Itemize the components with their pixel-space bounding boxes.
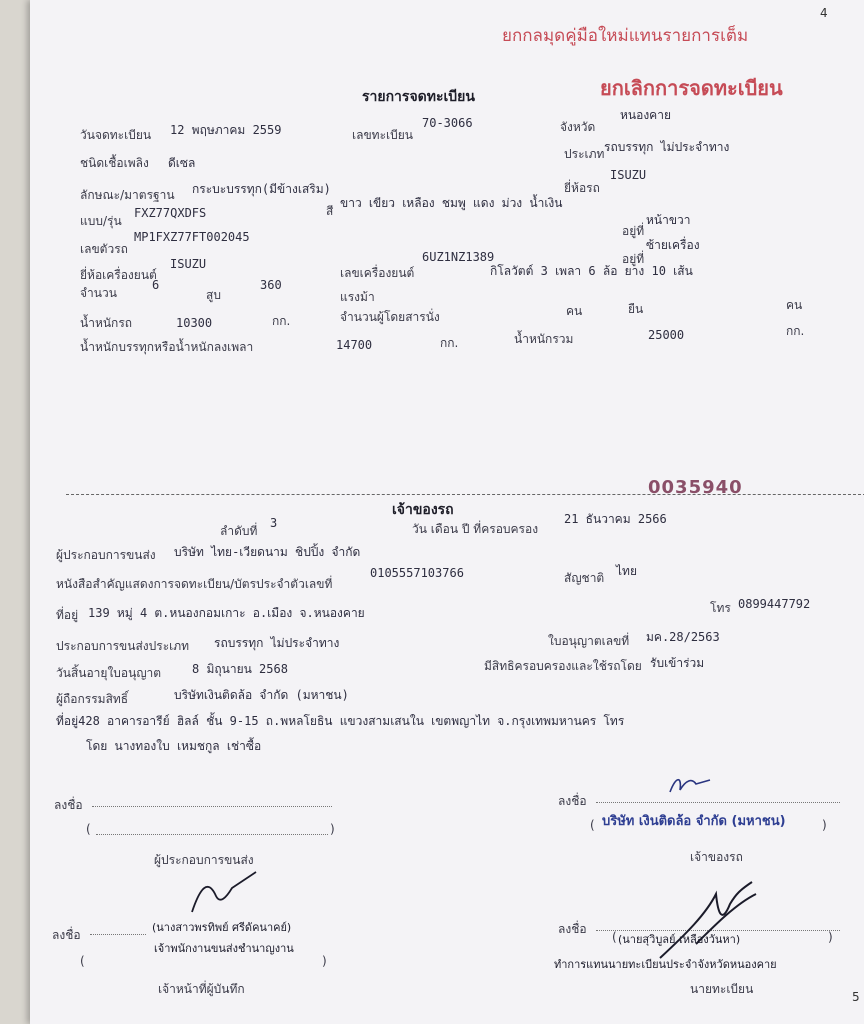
license-label: ใบอนุญาตเลขที่ <box>548 634 630 648</box>
operator-role: ผู้ประกอบการขนส่ง <box>154 853 254 867</box>
owner-company-stamp: บริษัท เงินติดล้อ จำกัด (มหาชน) <box>602 814 786 829</box>
reg-date-label: วันจดทะเบียน <box>80 128 152 142</box>
cylinder-unit: สูบ <box>206 288 221 302</box>
cylinders-value: 6 <box>152 278 160 292</box>
order-value: 3 <box>270 516 278 530</box>
reg-date-value: 12 พฤษภาคม 2559 <box>170 123 282 137</box>
weight-label: น้ำหนักรถ <box>80 316 133 330</box>
officer-name: (นางสาวพรทิพย์ ศรีดัคนาคย์) <box>152 921 292 934</box>
paren-open-officer: ( <box>80 954 85 968</box>
paren-close-officer: ) <box>322 954 327 968</box>
registrar-role: นายทะเบียน <box>690 982 754 996</box>
owner-label: ผู้ถือกรรมสิทธิ์ <box>56 692 129 706</box>
weight-value: 10300 <box>176 316 213 330</box>
registration-document <box>30 0 864 1024</box>
brand-value: ISUZU <box>610 168 647 182</box>
section-title-registration: รายการจดทะเบียน <box>362 89 475 105</box>
paren-open-owner: ( <box>590 818 595 832</box>
owner-address: ที่อยู่428 อาคารอารีย์ ฮิลล์ ชั้น 9-15 ถ.พหลโยธิน แขวงสามเสนใน เขตพญาไท จ.กรุงเทพมหานคร โทร <box>56 714 625 728</box>
order-label: ลำดับที่ <box>220 524 258 538</box>
engine-no-value: 6UZ1NZ1389 <box>422 250 495 264</box>
tel-label: โทร <box>710 601 731 615</box>
seats-unit: คน <box>566 304 583 318</box>
officer-role: เจ้าหน้าที่ผู้บันทึก <box>158 982 245 996</box>
engine-location-value: ซ้ายเครื่อง <box>646 238 700 252</box>
possess-date-value: 21 ธันวาคม 2566 <box>564 512 667 526</box>
chassis-label: เลขตัวรถ <box>80 242 128 256</box>
stand-label: ยืน <box>628 302 644 316</box>
expire-label: วันสิ้นอายุใบอนุญาต <box>56 666 162 680</box>
seats-label: จำนวนผู้โดยสารนั่ง <box>340 310 440 324</box>
char-label: ลักษณะ/มาตรฐาน <box>80 188 175 202</box>
load-label: น้ำหนักบรรทุกหรือน้ำหนักลงเพลา <box>80 340 254 354</box>
load-value: 14700 <box>336 338 373 352</box>
officer-title: เจ้าพนักงานขนส่งชำนาญงาน <box>154 942 294 955</box>
engine-brand-label: ยี่ห้อเครื่องยนต์ <box>80 268 157 282</box>
serial-number: 0035940 <box>648 477 743 498</box>
section-divider <box>66 494 864 495</box>
total-label: น้ำหนักรวม <box>514 332 574 346</box>
sign-label-registrar: ลงชื่อ <box>558 922 587 936</box>
count-label: จำนวน <box>80 286 117 300</box>
name-line-operator <box>96 834 328 835</box>
sign-label-officer: ลงชื่อ <box>52 928 81 942</box>
load-unit: กก. <box>440 336 459 350</box>
hp-label: แรงม้า <box>340 290 375 304</box>
color-label: สี <box>326 204 334 218</box>
page-number-bottom: 5 <box>852 990 860 1004</box>
province-label: จังหวัด <box>560 120 596 134</box>
engine-location-label: อยู่ที่ <box>622 252 645 266</box>
chassis-location-label: อยู่ที่ <box>622 224 645 238</box>
char-value: กระบะบรรทุก(มีข้างเสริม) <box>192 182 331 196</box>
total-value: 25000 <box>648 328 685 342</box>
model-label: แบบ/รุ่น <box>80 214 122 228</box>
paren-close-owner: ) <box>822 818 827 832</box>
cc-value: 360 <box>260 278 282 292</box>
possess-label: มีสิทธิครอบครองและใช้รถโดย <box>484 659 642 673</box>
weight-unit: กก. <box>272 314 291 328</box>
chassis-value: MP1FXZ77FT002045 <box>134 230 250 244</box>
address-label: ที่อยู่ <box>56 608 79 622</box>
owner-value: บริษัทเงินติดล้อ จำกัด (มหาชน) <box>174 688 349 702</box>
paren-close-operator: ) <box>330 822 335 836</box>
stamp-new-book: ยกกลมุดคู่มือใหม่แทนรายการเต็ม <box>502 26 749 46</box>
fuel-label: ชนิดเชื้อเพลิง <box>80 156 149 170</box>
registrar-title: ทำการแทนนายทะเบียนประจำจังหวัดหนองคาย <box>554 958 777 971</box>
officer-signature <box>186 868 266 918</box>
chassis-location-value: หน้าขวา <box>646 213 691 227</box>
reg-no-label: เลขทะเบียน <box>352 128 413 142</box>
expire-value: 8 มิถุนายน 2568 <box>192 662 288 676</box>
total-unit: กก. <box>786 324 805 338</box>
nationality-value: ไทย <box>616 564 637 578</box>
address-value: 139 หมู่ 4 ต.หนองกอมเกาะ อ.เมือง จ.หนองคาย <box>88 606 365 620</box>
color-value: ขาว เขียว เหลือง ชมพู แดง ม่วง น้ำเงิน <box>340 196 563 210</box>
nationality-label: สัญชาติ <box>564 571 605 585</box>
page-number: 4 <box>820 6 828 20</box>
id-label: หนังสือสำคัญแสดงการจดทะเบียน/บัตรประจำตัวเลขที่ <box>56 577 333 591</box>
paren-open-operator: ( <box>86 822 91 836</box>
tel-value: 0899447792 <box>738 597 811 611</box>
biz-type-value: รถบรรทุก ไม่ประจำทาง <box>214 636 340 650</box>
section-title-owner: เจ้าของรถ <box>392 502 454 518</box>
wheels-value: กิโลวัตต์ 3 เพลา 6 ล้อ ยาง 10 เส้น <box>490 264 693 278</box>
fuel-value: ดีเซล <box>168 156 196 170</box>
signature-line-operator <box>92 806 332 807</box>
sign-label-operator: ลงชื่อ <box>54 798 83 812</box>
brand-label: ยี่ห้อรถ <box>564 181 600 195</box>
possess-value: รับเข้าร่วม <box>650 656 705 670</box>
possess-date-label: วัน เดือน ปี ที่ครอบครอง <box>412 522 539 536</box>
registrar-name: (นายสุวิบูลย์ เหลืองวันหา) <box>618 933 741 946</box>
model-value: FXZ77QXDFS <box>134 206 207 220</box>
license-value: มค.28/2563 <box>646 630 720 644</box>
engine-brand-value: ISUZU <box>170 257 207 271</box>
stamp-cancel-registration: ยกเลิกการจดทะเบียน <box>600 76 783 100</box>
paren-close-registrar: ) <box>828 930 833 944</box>
biz-type-label: ประกอบการขนส่งประเภท <box>56 639 190 653</box>
operator-label: ผู้ประกอบการขนส่ง <box>56 548 156 562</box>
id-value: 0105557103766 <box>370 566 464 580</box>
operator-value: บริษัท ไทย-เวียดนาม ชิปปิ้ง จำกัด <box>174 545 361 559</box>
owner-role: เจ้าของรถ <box>690 850 743 864</box>
type-label: ประเภท <box>564 147 605 161</box>
type-value: รถบรรทุก ไม่ประจำทาง <box>604 140 730 154</box>
owner-signature <box>666 770 726 800</box>
stand-unit: คน <box>786 298 803 312</box>
signature-line-owner <box>596 802 840 803</box>
province-value: หนองคาย <box>620 108 671 122</box>
reg-no-value: 70-3066 <box>422 116 473 130</box>
signature-line-officer <box>90 934 146 935</box>
paren-open-registrar: ( <box>612 930 617 944</box>
registrar-signature <box>656 874 766 964</box>
hire-purchase-by: โดย นางทองใบ เหมชกูล เช่าซื้อ <box>86 739 262 753</box>
sign-label-owner: ลงชื่อ <box>558 794 587 808</box>
engine-no-label: เลขเครื่องยนต์ <box>340 266 415 280</box>
